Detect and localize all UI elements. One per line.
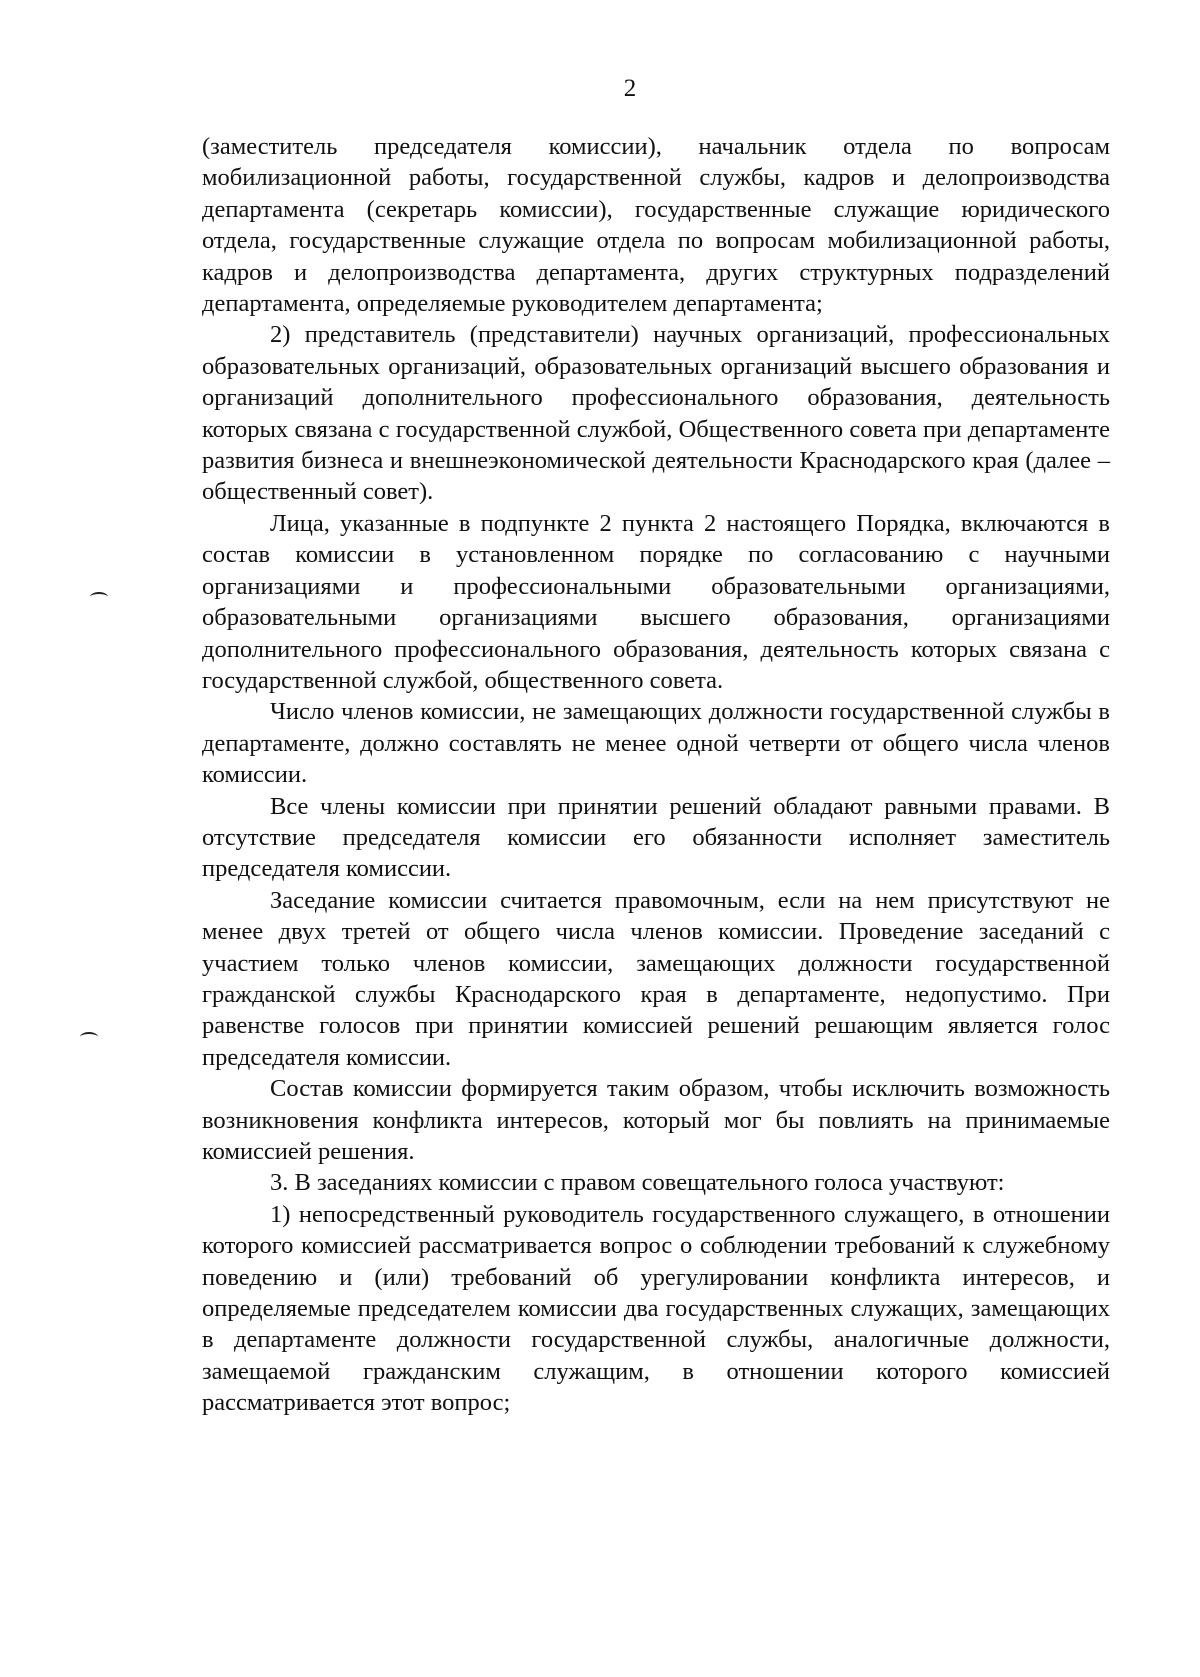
- paragraph-quorum: Заседание комиссии считается правомочным, если на нем присутствуют не менее двух третей от общего числа членов комиссии. Проведение заседаний с участием только членов комиссии, замещающих должности государственной гражданской службы Краснодарского края в департаменте, недопустимо. При равенстве голосов при принятии комиссией решений решающим является голос председателя комиссии.: [202, 886, 1110, 1071]
- paragraph-section-3: 3. В заседаниях комиссии с правом совещательного голоса участвуют:: [270, 1169, 1005, 1197]
- margin-mark: [80, 1032, 98, 1042]
- paragraph-members-count: Число членов комиссии, не замещающих должности государственной службы в департаменте, должно составлять не менее одной четверти от общего числа членов комиссии.: [202, 698, 1110, 789]
- margin-mark: [90, 592, 108, 602]
- paragraph-equal-rights: Все члены комиссии при принятии решений обладают равными правами. В отсутствие председателя комиссии его обязанности исполняет заместитель председателя комиссии.: [202, 792, 1110, 883]
- paragraph-composition: Состав комиссии формируется таким образом, чтобы исключить возможность возникновения конфликта интересов, который мог бы повлиять на принимаемые комиссией решения.: [202, 1075, 1110, 1165]
- document-body: [202, 131, 1110, 1419]
- paragraph-item-2: 2) представитель (представители) научных организаций, профессиональных образовательных организаций, образовательных организаций высшего образования и организаций дополнительного профессионального образования, деятельность которых связана с государственной службой, Общественного совета при департаменте развития бизнеса и внешнеэкономической деятельности Краснодарского края (далее – общественный совет).: [202, 321, 1110, 506]
- page-number: 2: [623, 75, 637, 102]
- paragraph-continuation: (заместитель председателя комиссии), начальник отдела по вопросам мобилизационной работы, государственной службы, кадров и делопроизводства департамента (секретарь комиссии), государственные служащие юридического отдела, государственные служащие отдела по вопросам мобилизационной работы, кадров и делопроизводства департамента, других структурных подразделений департамента, определяемые руководителем департамента;: [202, 133, 1110, 318]
- paragraph-persons-indicated: Лица, указанные в подпункте 2 пункта 2 настоящего Порядка, включаются в состав комиссии в установленном порядке по согласованию с научными организациями и профессиональными образовательными организациями, образовательными организациями высшего образования, организациями дополнительного профессионального образования, деятельность которых связана с государственной службой, общественного совета.: [202, 509, 1110, 694]
- paragraph-item-1: 1) непосредственный руководитель государственного служащего, в отношении которого комиссией рассматривается вопрос о соблюдении требований к служебному поведению и (или) требований об урегулировании конфликта интересов, и определяемые председателем комиссии два государственных служащих, замещающих в департаменте должности государственной службы, аналогичные должности, замещаемой гражданским служащим, в отношении которого комиссией рассматривается этот вопрос;: [202, 1200, 1110, 1417]
